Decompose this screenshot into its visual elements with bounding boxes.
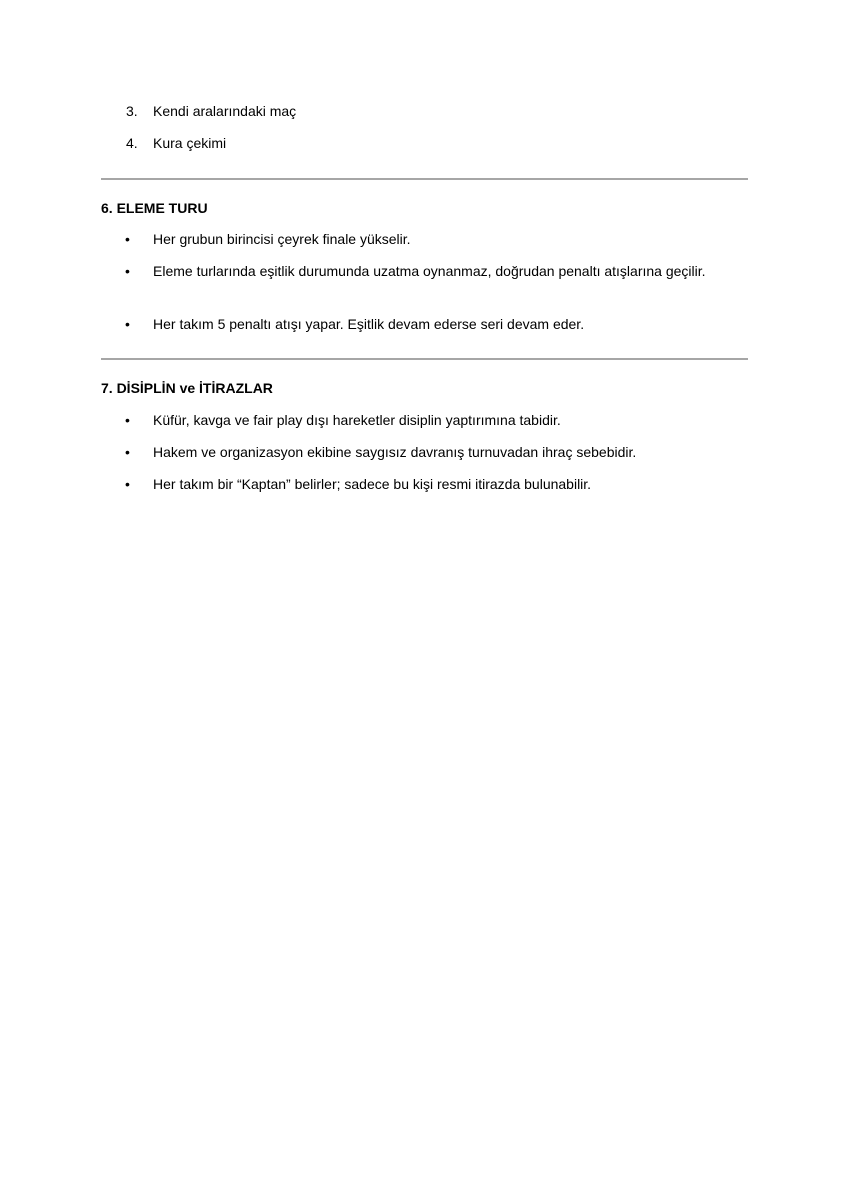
section-heading-eleme-turu: 6. ELEME TURU xyxy=(101,200,208,216)
list-item-text: Kura çekimi xyxy=(153,135,227,151)
list-item-text: Her takım bir “Kaptan” belirler; sadece bu kişi resmi itirazda bulunabilir. xyxy=(153,476,592,492)
section-heading-disiplin: 7. DİSİPLİN ve İTİRAZLAR xyxy=(101,380,273,396)
bullet-marker: • xyxy=(125,444,130,460)
section-divider xyxy=(101,178,748,180)
list-item-text: Kendi aralarındaki maç xyxy=(153,103,297,119)
bullet-marker: • xyxy=(125,263,130,279)
list-item-text: Hakem ve organizasyon ekibine saygısız davranış turnuvadan ihraç sebebidir. xyxy=(153,444,637,460)
list-item-text: Her takım 5 penaltı atışı yapar. Eşitlik devam ederse seri devam eder. xyxy=(153,316,585,332)
bullet-marker: • xyxy=(125,476,130,492)
list-item-text: Küfür, kavga ve fair play dışı hareketler disiplin yaptırımına tabidir. xyxy=(153,412,561,428)
list-number: 4. xyxy=(126,135,138,151)
list-item-text: Eleme turlarında eşitlik durumunda uzatma oynanmaz, doğrudan penaltı atışlarına geçilir. xyxy=(153,263,706,279)
list-number: 3. xyxy=(126,103,138,119)
section-divider xyxy=(101,358,748,360)
list-item-text: Her grubun birincisi çeyrek finale yükselir. xyxy=(153,231,411,247)
bullet-marker: • xyxy=(125,231,130,247)
bullet-marker: • xyxy=(125,316,130,332)
bullet-marker: • xyxy=(125,412,130,428)
